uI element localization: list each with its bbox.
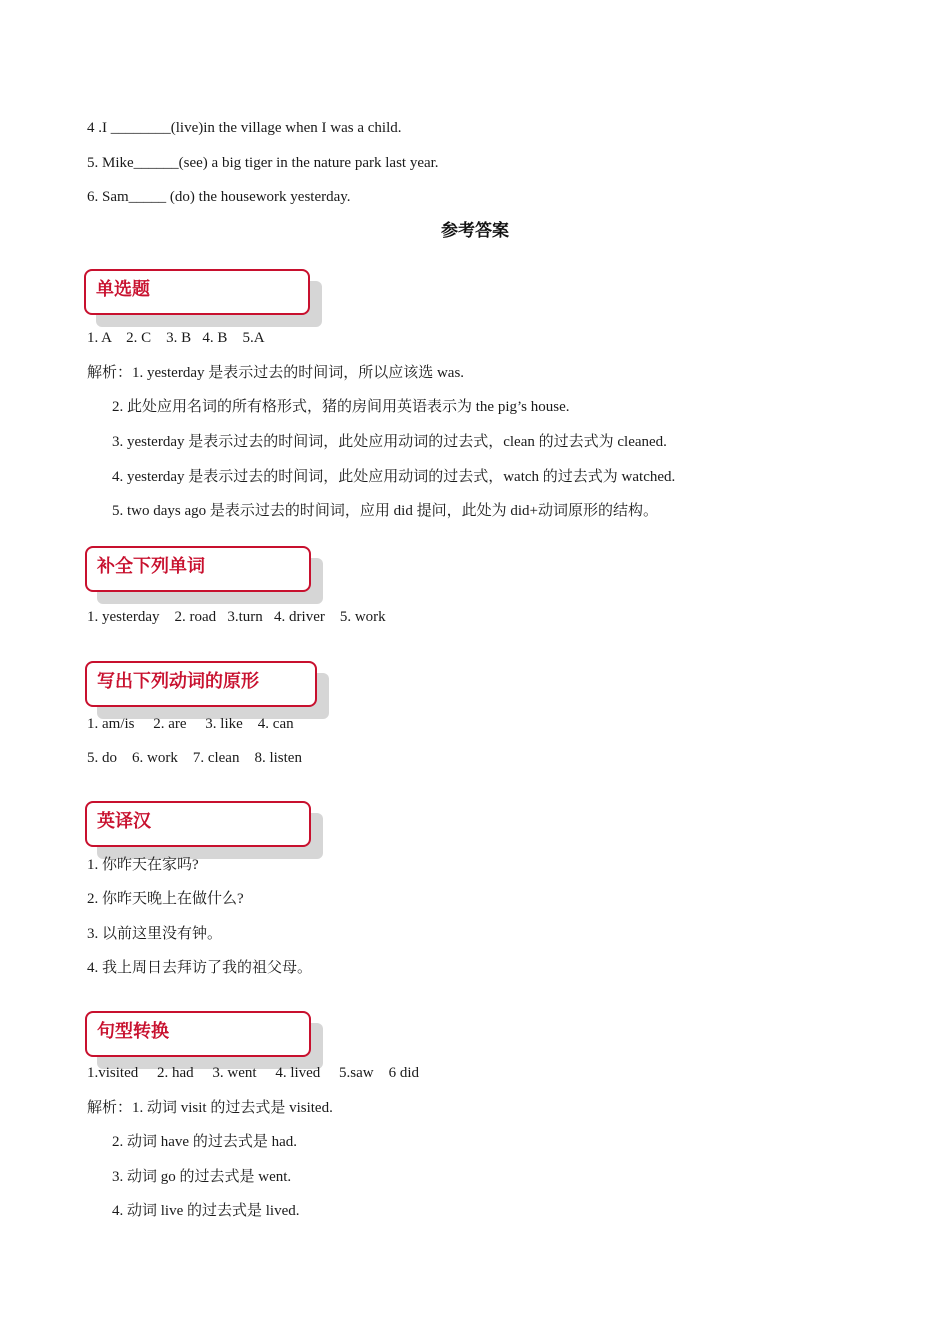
analysis-line: 2. 此处应用名词的所有格形式，猪的房间用英语表示为 the pig’s house. [112, 399, 570, 415]
section-header-single-choice [84, 269, 310, 315]
answer-title: 参考答案 [441, 221, 509, 241]
analysis-line: 解析：1. yesterday 是表示过去的时间词，所以应该选 was. [87, 365, 465, 381]
analysis-line: 3. 动词 go 的过去式是 went. [112, 1169, 292, 1185]
analysis-line: 4. 动词 live 的过去式是 lived. [112, 1203, 300, 1219]
analysis-line: 5. two days ago 是表示过去的时间词，应用 did 提问，此处为 did+动词原形的结构。 [112, 503, 658, 519]
section-title: 补全下列单词 [97, 556, 205, 577]
question-5: 5. Mike______(see) a big tiger in the nature park last year. [87, 155, 439, 171]
answer-line: 3. 以前这里没有钟。 [87, 926, 223, 942]
analysis-line: 4. yesterday 是表示过去的时间词，此处应用动词的过去式，watch 的过去式为 watched. [112, 469, 676, 485]
answer-line: 1. am/is 2. are 3. like 4. can [87, 716, 294, 732]
analysis-line: 解析：1. 动词 visit 的过去式是 visited. [87, 1100, 333, 1116]
answer-line: 5. do 6. work 7. clean 8. listen [87, 750, 302, 766]
section-title: 句型转换 [97, 1021, 169, 1042]
answer-line: 1. 你昨天在家吗? [87, 857, 199, 873]
answer-line: 1.visited 2. had 3. went 4. lived 5.saw 6 did [87, 1065, 420, 1081]
analysis-line: 3. yesterday 是表示过去的时间词，此处应用动词的过去式，clean 的过去式为 cleaned. [112, 434, 667, 450]
section-header-sentence-transformation [85, 1011, 311, 1057]
section-title: 写出下列动词的原形 [97, 671, 259, 692]
answer-line: 1. A 2. C 3. B 4. B 5.A [87, 330, 265, 346]
analysis-line: 2. 动词 have 的过去式是 had. [112, 1134, 297, 1150]
answer-line: 2. 你昨天晚上在做什么? [87, 891, 244, 907]
answer-line: 1. yesterday 2. road 3.turn 4. driver 5. work [87, 609, 386, 625]
section-title: 英译汉 [97, 811, 151, 832]
answer-line: 4. 我上周日去拜访了我的祖父母。 [87, 960, 313, 976]
section-header-verb-base-forms [85, 661, 317, 707]
question-4: 4 .I ________(live)in the village when I was a child. [87, 120, 402, 136]
question-6: 6. Sam_____ (do) the housework yesterday. [87, 189, 351, 205]
section-title: 单选题 [96, 279, 150, 300]
section-header-english-to-chinese [85, 801, 311, 847]
section-header-complete-words [85, 546, 311, 592]
